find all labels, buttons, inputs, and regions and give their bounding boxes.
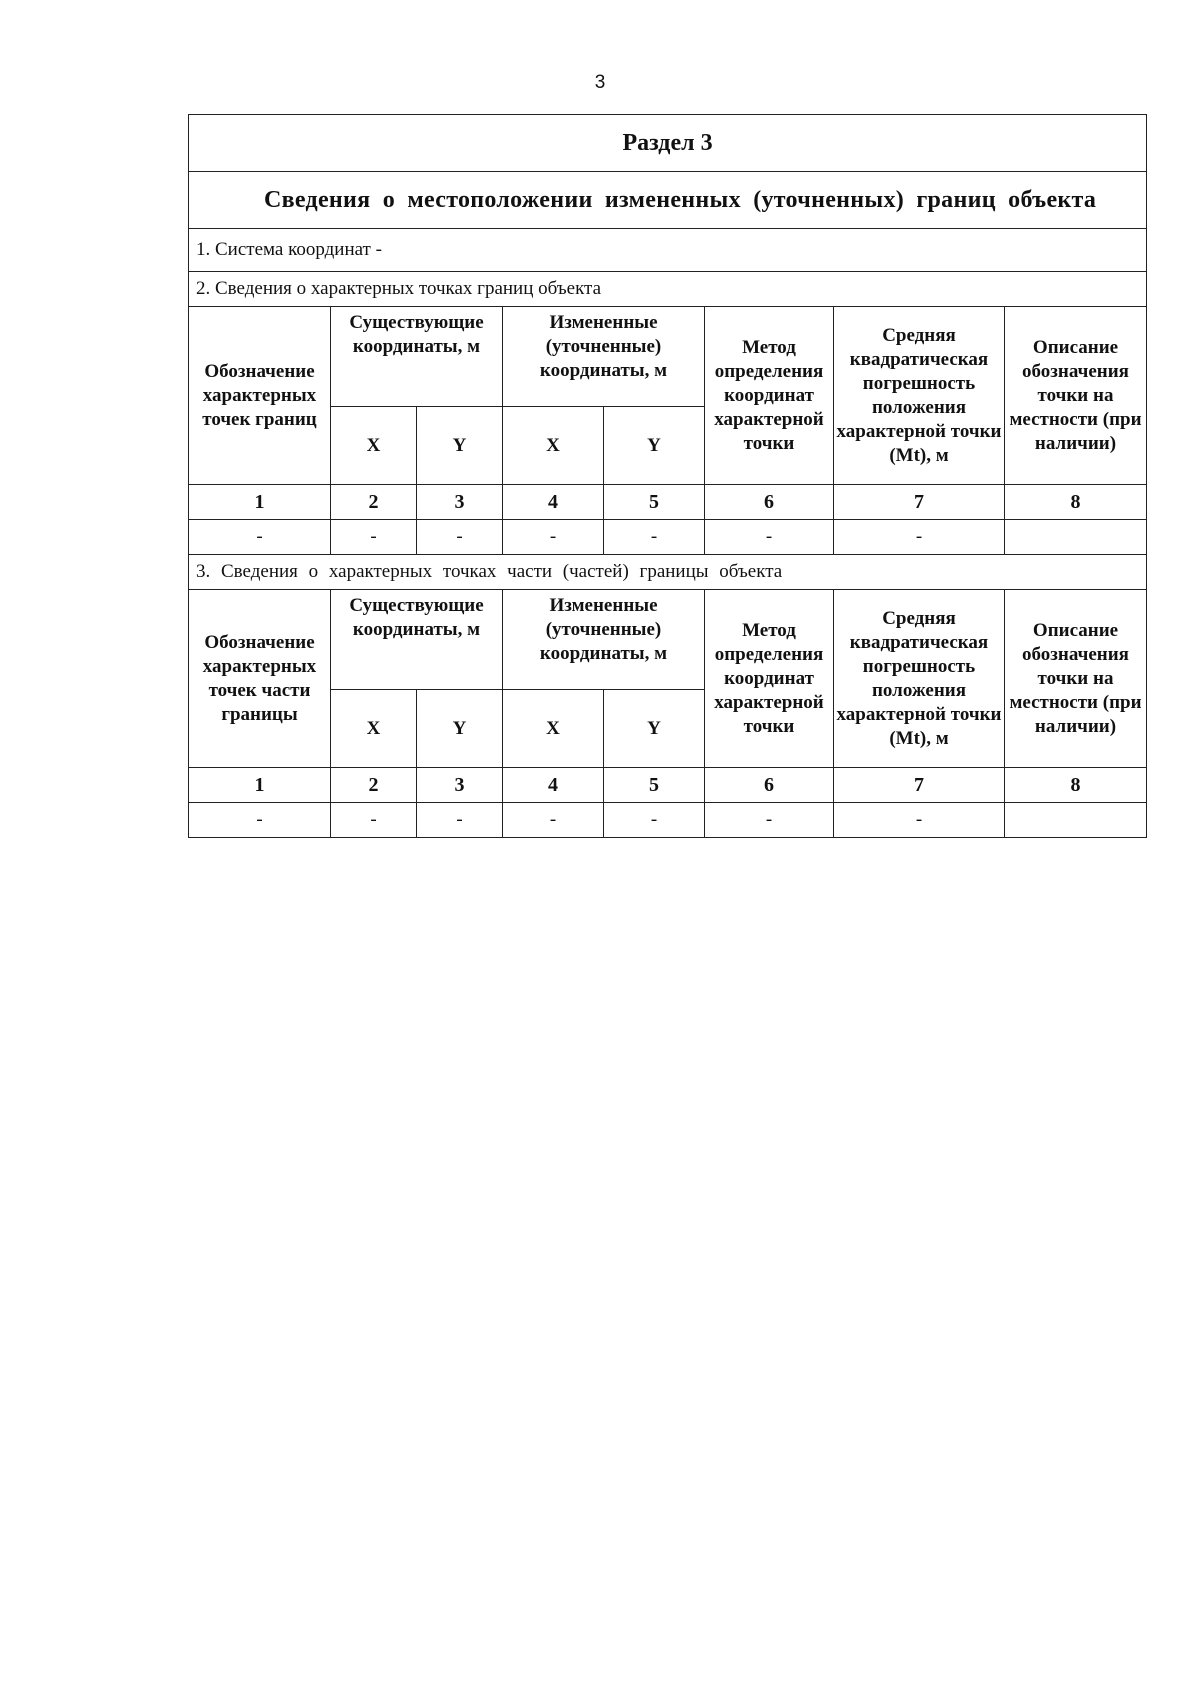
block2-cell: - [503, 803, 604, 838]
block1-col-number: 1 [189, 485, 331, 520]
document-title: Сведения о местоположении измененных (уточненных) границ объекта [189, 172, 1147, 229]
block1-col-number: 7 [834, 485, 1005, 520]
block2-cell: - [604, 803, 705, 838]
block2-col-number: 1 [189, 768, 331, 803]
section-3-form [188, 114, 1146, 838]
block2-cell: - [189, 803, 331, 838]
block1-cell [1005, 520, 1147, 555]
block1-header-y-changed: Y [604, 407, 705, 485]
block1-col-number: 4 [503, 485, 604, 520]
block2-col-number: 6 [705, 768, 834, 803]
block2-cell: - [331, 803, 417, 838]
block2-header-x-existing: X [331, 690, 417, 768]
block1-cell: - [503, 520, 604, 555]
block1-cell: - [705, 520, 834, 555]
block1-cell: - [604, 520, 705, 555]
block1-cell: - [417, 520, 503, 555]
block1-cell: - [189, 520, 331, 555]
block1-col-number: 6 [705, 485, 834, 520]
block1-header-x-changed: X [503, 407, 604, 485]
block2-header-mse: Средняя квадратическая погрешность положения характерной точки (Mt), м [834, 590, 1005, 768]
block2-header-existing: Существующие координаты, м [331, 590, 503, 690]
block1-cell: - [331, 520, 417, 555]
block1-header-existing: Существующие координаты, м [331, 307, 503, 407]
block2-caption: 3. Сведения о характерных точках части (частей) границы объекта [189, 555, 1147, 590]
block2-header-description: Описание обозначения точки на местности (при наличии) [1005, 590, 1147, 768]
block1-col-number: 3 [417, 485, 503, 520]
block1-header-point: Обозначение характерных точек границ [189, 307, 331, 485]
block1-col-number: 2 [331, 485, 417, 520]
block2-cell: - [417, 803, 503, 838]
block2-cell [1005, 803, 1147, 838]
block1-header-x-existing: X [331, 407, 417, 485]
block1-header-changed: Измененные (уточненные) координаты, м [503, 307, 705, 407]
block2-header-y-existing: Y [417, 690, 503, 768]
block1-header-mse: Средняя квадратическая погрешность положения характерной точки (Mt), м [834, 307, 1005, 485]
block2-header-y-changed: Y [604, 690, 705, 768]
block2-col-number: 2 [331, 768, 417, 803]
block2-col-number: 3 [417, 768, 503, 803]
boundary-table [188, 114, 1147, 838]
block2-col-number: 7 [834, 768, 1005, 803]
page-number: 3 [594, 72, 606, 93]
block1-header-y-existing: Y [417, 407, 503, 485]
block2-header-method: Метод определения координат характерной точки [705, 590, 834, 768]
block1-col-number: 8 [1005, 485, 1147, 520]
block2-col-number: 4 [503, 768, 604, 803]
block1-header-description: Описание обозначения точки на местности (при наличии) [1005, 307, 1147, 485]
block1-cell: - [834, 520, 1005, 555]
block2-header-changed: Измененные (уточненные) координаты, м [503, 590, 705, 690]
block1-caption: 2. Сведения о характерных точках границ объекта [189, 272, 1147, 307]
block2-header-x-changed: X [503, 690, 604, 768]
block2-col-number: 5 [604, 768, 705, 803]
block2-cell: - [834, 803, 1005, 838]
block1-col-number: 5 [604, 485, 705, 520]
block1-header-method: Метод определения координат характерной точки [705, 307, 834, 485]
block2-header-point: Обозначение характерных точек части границы [189, 590, 331, 768]
coordinate-system: 1. Система координат - [189, 229, 1147, 272]
section-title: Раздел 3 [189, 115, 1147, 172]
block2-col-number: 8 [1005, 768, 1147, 803]
block2-cell: - [705, 803, 834, 838]
